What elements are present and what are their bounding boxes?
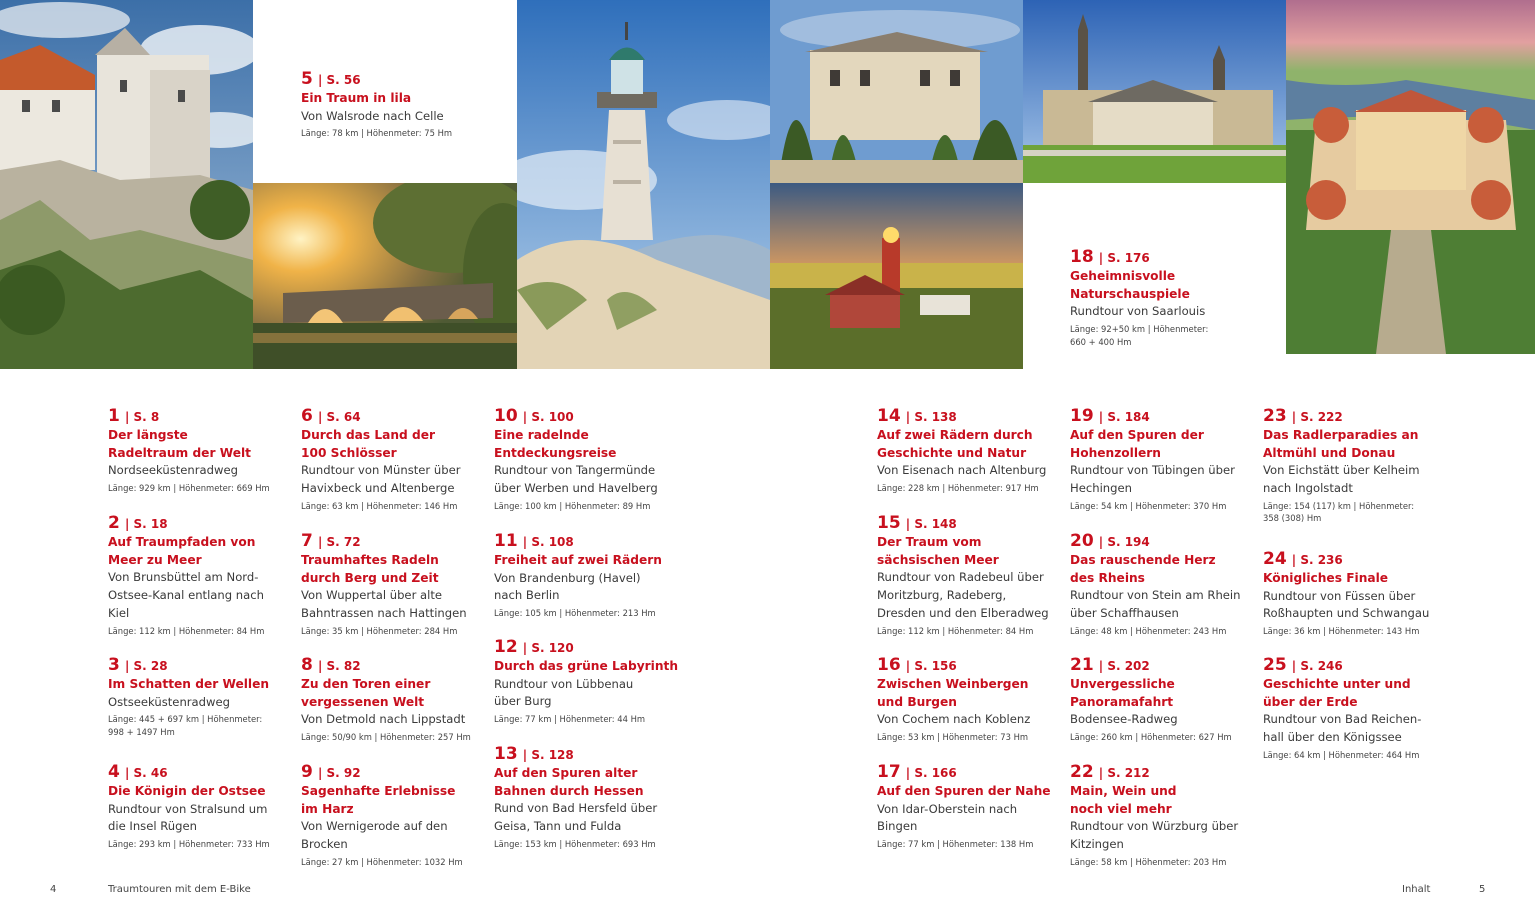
tour-page: | S. 202 xyxy=(1098,659,1150,673)
tour-entry-19[interactable] xyxy=(1070,406,1255,512)
tour-page: | S. 156 xyxy=(905,659,957,673)
tour-title: Das Radlerparadies an Altmühl und Donau xyxy=(1263,428,1419,460)
tour-title: Geschichte unter und über der Erde xyxy=(1263,677,1411,709)
tour-entry-20[interactable] xyxy=(1070,531,1255,637)
tour-route: Rundtour von Tangermünde über Werben und Havelberg xyxy=(494,463,658,496)
tour-number: 14 xyxy=(877,406,901,426)
tour-number: 12 xyxy=(494,637,518,657)
tour-entry-15[interactable] xyxy=(877,513,1062,637)
tour-page: | S. 166 xyxy=(905,766,957,780)
tour-page: | S. 212 xyxy=(1098,766,1150,780)
tour-route: Rund von Bad Hersfeld über Geisa, Tann und Fulda xyxy=(494,801,658,834)
tour-entry-2[interactable] xyxy=(108,513,293,637)
tour-page: | S. 28 xyxy=(124,659,168,673)
tour-stats: Länge: 48 km | Höhenmeter: 243 Hm xyxy=(1070,625,1227,636)
tour-route: Rundtour von Stralsund um die Insel Rügen xyxy=(108,801,268,834)
tour-entry-24[interactable] xyxy=(1263,549,1448,638)
tour-number: 22 xyxy=(1070,762,1094,782)
tour-entry-21[interactable] xyxy=(1070,655,1255,744)
tour-route: Bodensee-Radweg xyxy=(1070,712,1178,727)
tour-title: Königliches Finale xyxy=(1263,571,1389,585)
tour-title: Der längste Radeltraum der Welt xyxy=(108,428,251,460)
tour-number: 7 xyxy=(301,531,313,551)
tour-entry-8[interactable] xyxy=(301,655,486,744)
tour-stats: Länge: 36 km | Höhenmeter: 143 Hm xyxy=(1263,626,1420,637)
tour-number: 4 xyxy=(108,762,120,782)
tour-stats: Länge: 929 km | Höhenmeter: 669 Hm xyxy=(108,483,270,494)
tour-number: 10 xyxy=(494,406,518,426)
lighthouse-dunes-photo xyxy=(517,0,770,369)
tour-entry-16[interactable] xyxy=(877,655,1062,744)
palace-garden-photo xyxy=(770,0,1023,183)
tour-title: Auf Traumpfaden von Meer zu Meer xyxy=(108,535,256,567)
tour-page: | S. 18 xyxy=(124,517,168,531)
tour-route: Von Brunsbüttel am Nord- Ostsee-Kanal entlang nach Kiel xyxy=(108,570,264,620)
tour-stats: Länge: 112 km | Höhenmeter: 84 Hm xyxy=(877,625,1034,636)
tour-number: 6 xyxy=(301,406,313,426)
tour-route: Nordseeküstenradweg xyxy=(108,463,238,478)
tour-route: Rundtour von Füssen über Roßhaupten und Schwangau xyxy=(1263,588,1430,621)
tour-number: 9 xyxy=(301,762,313,782)
tour-route: Von Eichstätt über Kelheim nach Ingolstadt xyxy=(1263,463,1420,496)
tour-title: Geheimnisvolle Naturschauspiele xyxy=(1070,269,1190,301)
tour-title: Ein Traum in lila xyxy=(301,91,412,105)
tour-stats: Länge: 105 km | Höhenmeter: 213 Hm xyxy=(494,608,656,619)
right-page-number: 5 xyxy=(1479,884,1486,895)
tour-title: Der Traum vom sächsischen Meer xyxy=(877,535,999,567)
tour-title: Auf zwei Rädern durch Geschichte und Natur xyxy=(877,428,1033,460)
tour-page: | S. 176 xyxy=(1098,251,1150,265)
tour-stats: Länge: 153 km | Höhenmeter: 693 Hm xyxy=(494,838,656,849)
section-title: Inhalt xyxy=(1402,884,1431,895)
tour-number: 3 xyxy=(108,655,120,675)
tour-stats: Länge: 112 km | Höhenmeter: 84 Hm xyxy=(108,625,265,636)
tour-stats: Länge: 54 km | Höhenmeter: 370 Hm xyxy=(1070,500,1227,511)
tour-entry-7[interactable] xyxy=(301,531,486,637)
tour-route: Von Wernigerode auf den Brocken xyxy=(301,819,448,852)
tour-number: 16 xyxy=(877,655,901,675)
tour-page: | S. 82 xyxy=(317,659,361,673)
tour-title: Auf den Spuren alter Bahnen durch Hessen xyxy=(494,766,644,798)
tour-title: Unvergessliche Panoramafahrt xyxy=(1070,677,1175,709)
tour-entry-13[interactable] xyxy=(494,744,679,850)
tour-page: | S. 56 xyxy=(317,73,361,87)
tour-route: Von Idar-Oberstein nach Bingen xyxy=(877,801,1018,834)
red-lighthouse-sunset-photo xyxy=(770,183,1023,369)
tour-route: Rundtour von Saarlouis xyxy=(1070,304,1206,319)
tour-number: 1 xyxy=(108,406,120,426)
tour-entry-6[interactable] xyxy=(301,406,486,512)
tour-page: | S. 120 xyxy=(522,641,574,655)
tour-page: | S. 8 xyxy=(124,410,160,424)
tour-route: Ostseeküstenradweg xyxy=(108,694,230,709)
tour-page: | S. 194 xyxy=(1098,535,1150,549)
tour-number: 2 xyxy=(108,513,120,533)
tour-title: Auf den Spuren der Hohenzollern xyxy=(1070,428,1204,460)
tour-number: 5 xyxy=(301,69,313,89)
tour-title: Im Schatten der Wellen xyxy=(108,677,270,691)
tour-title: Die Königin der Ostsee xyxy=(108,784,266,798)
tour-route: Von Detmold nach Lippstadt xyxy=(301,712,466,727)
tour-entry-22[interactable] xyxy=(1070,762,1255,868)
tour-route: Von Eisenach nach Altenburg xyxy=(877,463,1047,478)
tour-page: | S. 184 xyxy=(1098,410,1150,424)
tour-page: | S. 64 xyxy=(317,410,361,424)
tour-stats: Länge: 27 km | Höhenmeter: 1032 Hm xyxy=(301,856,463,867)
tour-route: Rundtour von Bad Reichen- hall über den Königssee xyxy=(1263,712,1422,745)
tour-route: Von Wuppertal über alte Bahntrassen nach Hattingen xyxy=(301,588,467,621)
tour-route: Von Cochem nach Koblenz xyxy=(877,712,1031,727)
tour-stats: Länge: 78 km | Höhenmeter: 75 Hm xyxy=(301,128,453,139)
tour-title: Zu den Toren einer vergessenen Welt xyxy=(301,677,431,709)
tour-title: Eine radelnde Entdeckungsreise xyxy=(494,428,617,460)
tour-title: Durch das grüne Labyrinth xyxy=(494,659,679,673)
tour-title: Traumhaftes Radeln durch Berg und Zeit xyxy=(301,553,439,585)
tour-number: 18 xyxy=(1070,247,1094,267)
tour-route: Rundtour von Stein am Rhein über Schaffhausen xyxy=(1070,588,1241,621)
stone-bridge-sunrise-photo xyxy=(253,183,517,369)
tour-stats: Länge: 260 km | Höhenmeter: 627 Hm xyxy=(1070,732,1232,743)
tour-page: | S. 148 xyxy=(905,517,957,531)
tour-page: | S. 108 xyxy=(522,535,574,549)
tour-page: | S. 92 xyxy=(317,766,361,780)
tour-page: | S. 222 xyxy=(1291,410,1343,424)
tour-title: Das rauschende Herz des Rheins xyxy=(1070,553,1216,585)
tour-stats: Länge: 50/90 km | Höhenmeter: 257 Hm xyxy=(301,732,471,743)
tour-route: Rundtour von Tübingen über Hechingen xyxy=(1070,463,1235,496)
tour-route: Von Walsrode nach Celle xyxy=(301,108,444,123)
tour-title: Sagenhafte Erlebnisse im Harz xyxy=(301,784,456,816)
tour-title: Durch das Land der 100 Schlösser xyxy=(301,428,436,460)
tour-page: | S. 246 xyxy=(1291,659,1343,673)
tour-number: 17 xyxy=(877,762,901,782)
tour-number: 15 xyxy=(877,513,901,533)
tour-entry-4[interactable] xyxy=(108,762,293,851)
tour-number: 11 xyxy=(494,531,518,551)
tour-title: Freiheit auf zwei Rädern xyxy=(494,553,662,567)
tour-route: Rundtour von Lübbenau über Burg xyxy=(494,676,634,709)
tour-stats: Länge: 77 km | Höhenmeter: 138 Hm xyxy=(877,839,1034,850)
tour-page: | S. 138 xyxy=(905,410,957,424)
tour-entry-5[interactable] xyxy=(301,69,486,140)
tour-entry-25[interactable] xyxy=(1263,655,1448,761)
tour-route: Rundtour von Radebeul über Moritzburg, Radeberg, Dresden und den Elberadweg xyxy=(877,570,1049,620)
tour-entry-14[interactable] xyxy=(877,406,1062,495)
tour-number: 25 xyxy=(1263,655,1287,675)
castle-on-cliff-photo xyxy=(0,0,253,369)
tour-entry-3[interactable] xyxy=(108,655,293,738)
tour-title: Auf den Spuren der Nahe xyxy=(877,784,1051,798)
tour-entry-17[interactable] xyxy=(877,762,1062,851)
tour-entry-23[interactable] xyxy=(1263,406,1448,525)
book-title: Traumtouren mit dem E-Bike xyxy=(108,884,251,895)
tour-stats: Länge: 77 km | Höhenmeter: 44 Hm xyxy=(494,714,646,725)
left-page-number: 4 xyxy=(50,884,57,895)
tour-number: 23 xyxy=(1263,406,1287,426)
tour-number: 13 xyxy=(494,744,518,764)
tour-page: | S. 46 xyxy=(124,766,168,780)
tour-stats: Länge: 64 km | Höhenmeter: 464 Hm xyxy=(1263,749,1420,760)
tour-stats: Länge: 445 + 697 km | Höhenmeter: 998 + 1497 Hm xyxy=(108,714,263,737)
tour-route: Rundtour von Würzburg über Kitzingen xyxy=(1070,819,1239,852)
tour-number: 19 xyxy=(1070,406,1094,426)
tour-page: | S. 72 xyxy=(317,535,361,549)
tour-number: 24 xyxy=(1263,549,1287,569)
tour-number: 8 xyxy=(301,655,313,675)
tour-number: 21 xyxy=(1070,655,1094,675)
tour-page: | S. 236 xyxy=(1291,553,1343,567)
tour-page: | S. 100 xyxy=(522,410,574,424)
moritzburg-castle-aerial-photo xyxy=(1286,0,1535,354)
tour-stats: Länge: 100 km | Höhenmeter: 89 Hm xyxy=(494,500,651,511)
tour-number: 20 xyxy=(1070,531,1094,551)
tour-entry-1[interactable] xyxy=(108,406,293,495)
tour-entry-9[interactable] xyxy=(301,762,486,868)
tour-stats: Länge: 293 km | Höhenmeter: 733 Hm xyxy=(108,839,270,850)
tour-stats: Länge: 53 km | Höhenmeter: 73 Hm xyxy=(877,732,1029,743)
tour-title: Main, Wein und noch viel mehr xyxy=(1070,784,1177,816)
tour-stats: Länge: 154 (117) km | Höhenmeter: 358 (308) Hm xyxy=(1263,500,1415,524)
tour-title: Zwischen Weinbergen und Burgen xyxy=(877,677,1029,709)
dresden-skyline-photo xyxy=(1023,0,1286,183)
tour-route: Von Brandenburg (Havel) nach Berlin xyxy=(494,570,641,603)
tour-stats: Länge: 92+50 km | Höhenmeter: 660 + 400 Hm xyxy=(1070,324,1209,347)
tour-stats: Länge: 63 km | Höhenmeter: 146 Hm xyxy=(301,500,458,511)
tour-entry-11[interactable] xyxy=(494,531,679,620)
tour-route: Rundtour von Münster über Havixbeck und Altenberge xyxy=(301,463,461,496)
tour-stats: Länge: 228 km | Höhenmeter: 917 Hm xyxy=(877,483,1039,494)
tour-stats: Länge: 35 km | Höhenmeter: 284 Hm xyxy=(301,625,458,636)
tour-entry-12[interactable] xyxy=(494,637,679,726)
tour-page: | S. 128 xyxy=(522,748,574,762)
tour-entry-10[interactable] xyxy=(494,406,679,512)
tour-stats: Länge: 58 km | Höhenmeter: 203 Hm xyxy=(1070,856,1227,867)
tour-entry-18[interactable] xyxy=(1070,247,1255,348)
